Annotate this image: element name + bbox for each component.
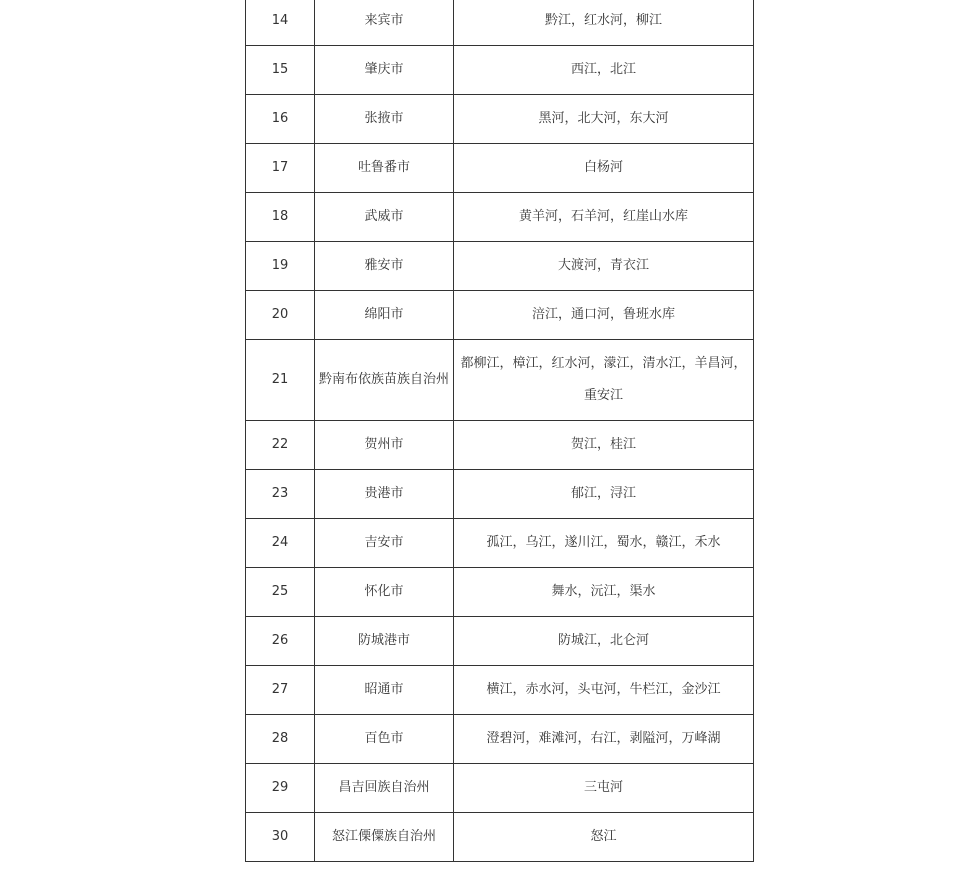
city-cell: 昭通市 — [315, 666, 454, 715]
rank-cell: 14 — [246, 0, 315, 46]
rank-cell: 25 — [246, 568, 315, 617]
rivers-cell: 怒江 — [454, 813, 754, 862]
city-cell: 绵阳市 — [315, 291, 454, 340]
table-body — [246, 0, 754, 862]
table-row — [246, 421, 754, 470]
rank-cell: 16 — [246, 95, 315, 144]
city-cell: 贺州市 — [315, 421, 454, 470]
table-row — [246, 193, 754, 242]
rivers-cell: 黄羊河，石羊河，红崖山水库 — [454, 193, 754, 242]
city-cell: 昌吉回族自治州 — [315, 764, 454, 813]
rank-cell: 17 — [246, 144, 315, 193]
rank-cell: 26 — [246, 617, 315, 666]
rank-cell: 27 — [246, 666, 315, 715]
table-row — [246, 242, 754, 291]
table-row — [246, 666, 754, 715]
rivers-cell: 郁江，浔江 — [454, 470, 754, 519]
table-row — [246, 0, 754, 46]
table-row — [246, 568, 754, 617]
city-cell: 雅安市 — [315, 242, 454, 291]
rank-cell: 28 — [246, 715, 315, 764]
city-cell: 张掖市 — [315, 95, 454, 144]
rank-cell: 19 — [246, 242, 315, 291]
rank-cell: 20 — [246, 291, 315, 340]
rivers-cell: 白杨河 — [454, 144, 754, 193]
city-cell: 怀化市 — [315, 568, 454, 617]
city-cell: 贵港市 — [315, 470, 454, 519]
rank-cell: 22 — [246, 421, 315, 470]
rivers-cell: 澄碧河，难滩河，右江，剥隘河，万峰湖 — [454, 715, 754, 764]
rank-cell: 30 — [246, 813, 315, 862]
rank-cell: 21 — [246, 340, 315, 421]
rivers-cell: 舞水，沅江，渠水 — [454, 568, 754, 617]
rivers-cell: 三屯河 — [454, 764, 754, 813]
rank-cell: 18 — [246, 193, 315, 242]
table-row — [246, 617, 754, 666]
rank-cell: 29 — [246, 764, 315, 813]
rivers-cell: 黑河，北大河，东大河 — [454, 95, 754, 144]
rivers-cell: 孤江，乌江，遂川江，蜀水，赣江，禾水 — [454, 519, 754, 568]
table-row — [246, 715, 754, 764]
table-row — [246, 764, 754, 813]
city-cell: 怒江傈僳族自治州 — [315, 813, 454, 862]
rivers-cell: 都柳江，樟江，红水河，濛江，清水江，羊昌河，重安江 — [454, 340, 754, 421]
rivers-cell: 西江，北江 — [454, 46, 754, 95]
table-row — [246, 144, 754, 193]
city-cell: 吐鲁番市 — [315, 144, 454, 193]
rivers-cell: 横江，赤水河，头屯河，牛栏江，金沙江 — [454, 666, 754, 715]
city-cell: 黔南布依族苗族自治州 — [315, 340, 454, 421]
rivers-cell: 贺江，桂江 — [454, 421, 754, 470]
table-row — [246, 519, 754, 568]
rivers-cell: 黔江，红水河，柳江 — [454, 0, 754, 46]
rivers-cell: 防城江，北仑河 — [454, 617, 754, 666]
table-row — [246, 291, 754, 340]
rivers-cell: 大渡河，青衣江 — [454, 242, 754, 291]
rank-cell: 23 — [246, 470, 315, 519]
city-cell: 防城港市 — [315, 617, 454, 666]
city-river-table — [245, 0, 754, 862]
city-cell: 武威市 — [315, 193, 454, 242]
table-row — [246, 470, 754, 519]
city-cell: 吉安市 — [315, 519, 454, 568]
table-row — [246, 95, 754, 144]
table-row — [246, 340, 754, 421]
city-cell: 肇庆市 — [315, 46, 454, 95]
rank-cell: 24 — [246, 519, 315, 568]
city-cell: 来宾市 — [315, 0, 454, 46]
rivers-cell: 涪江，通口河，鲁班水库 — [454, 291, 754, 340]
city-cell: 百色市 — [315, 715, 454, 764]
table-row — [246, 46, 754, 95]
rank-cell: 15 — [246, 46, 315, 95]
table-row — [246, 813, 754, 862]
